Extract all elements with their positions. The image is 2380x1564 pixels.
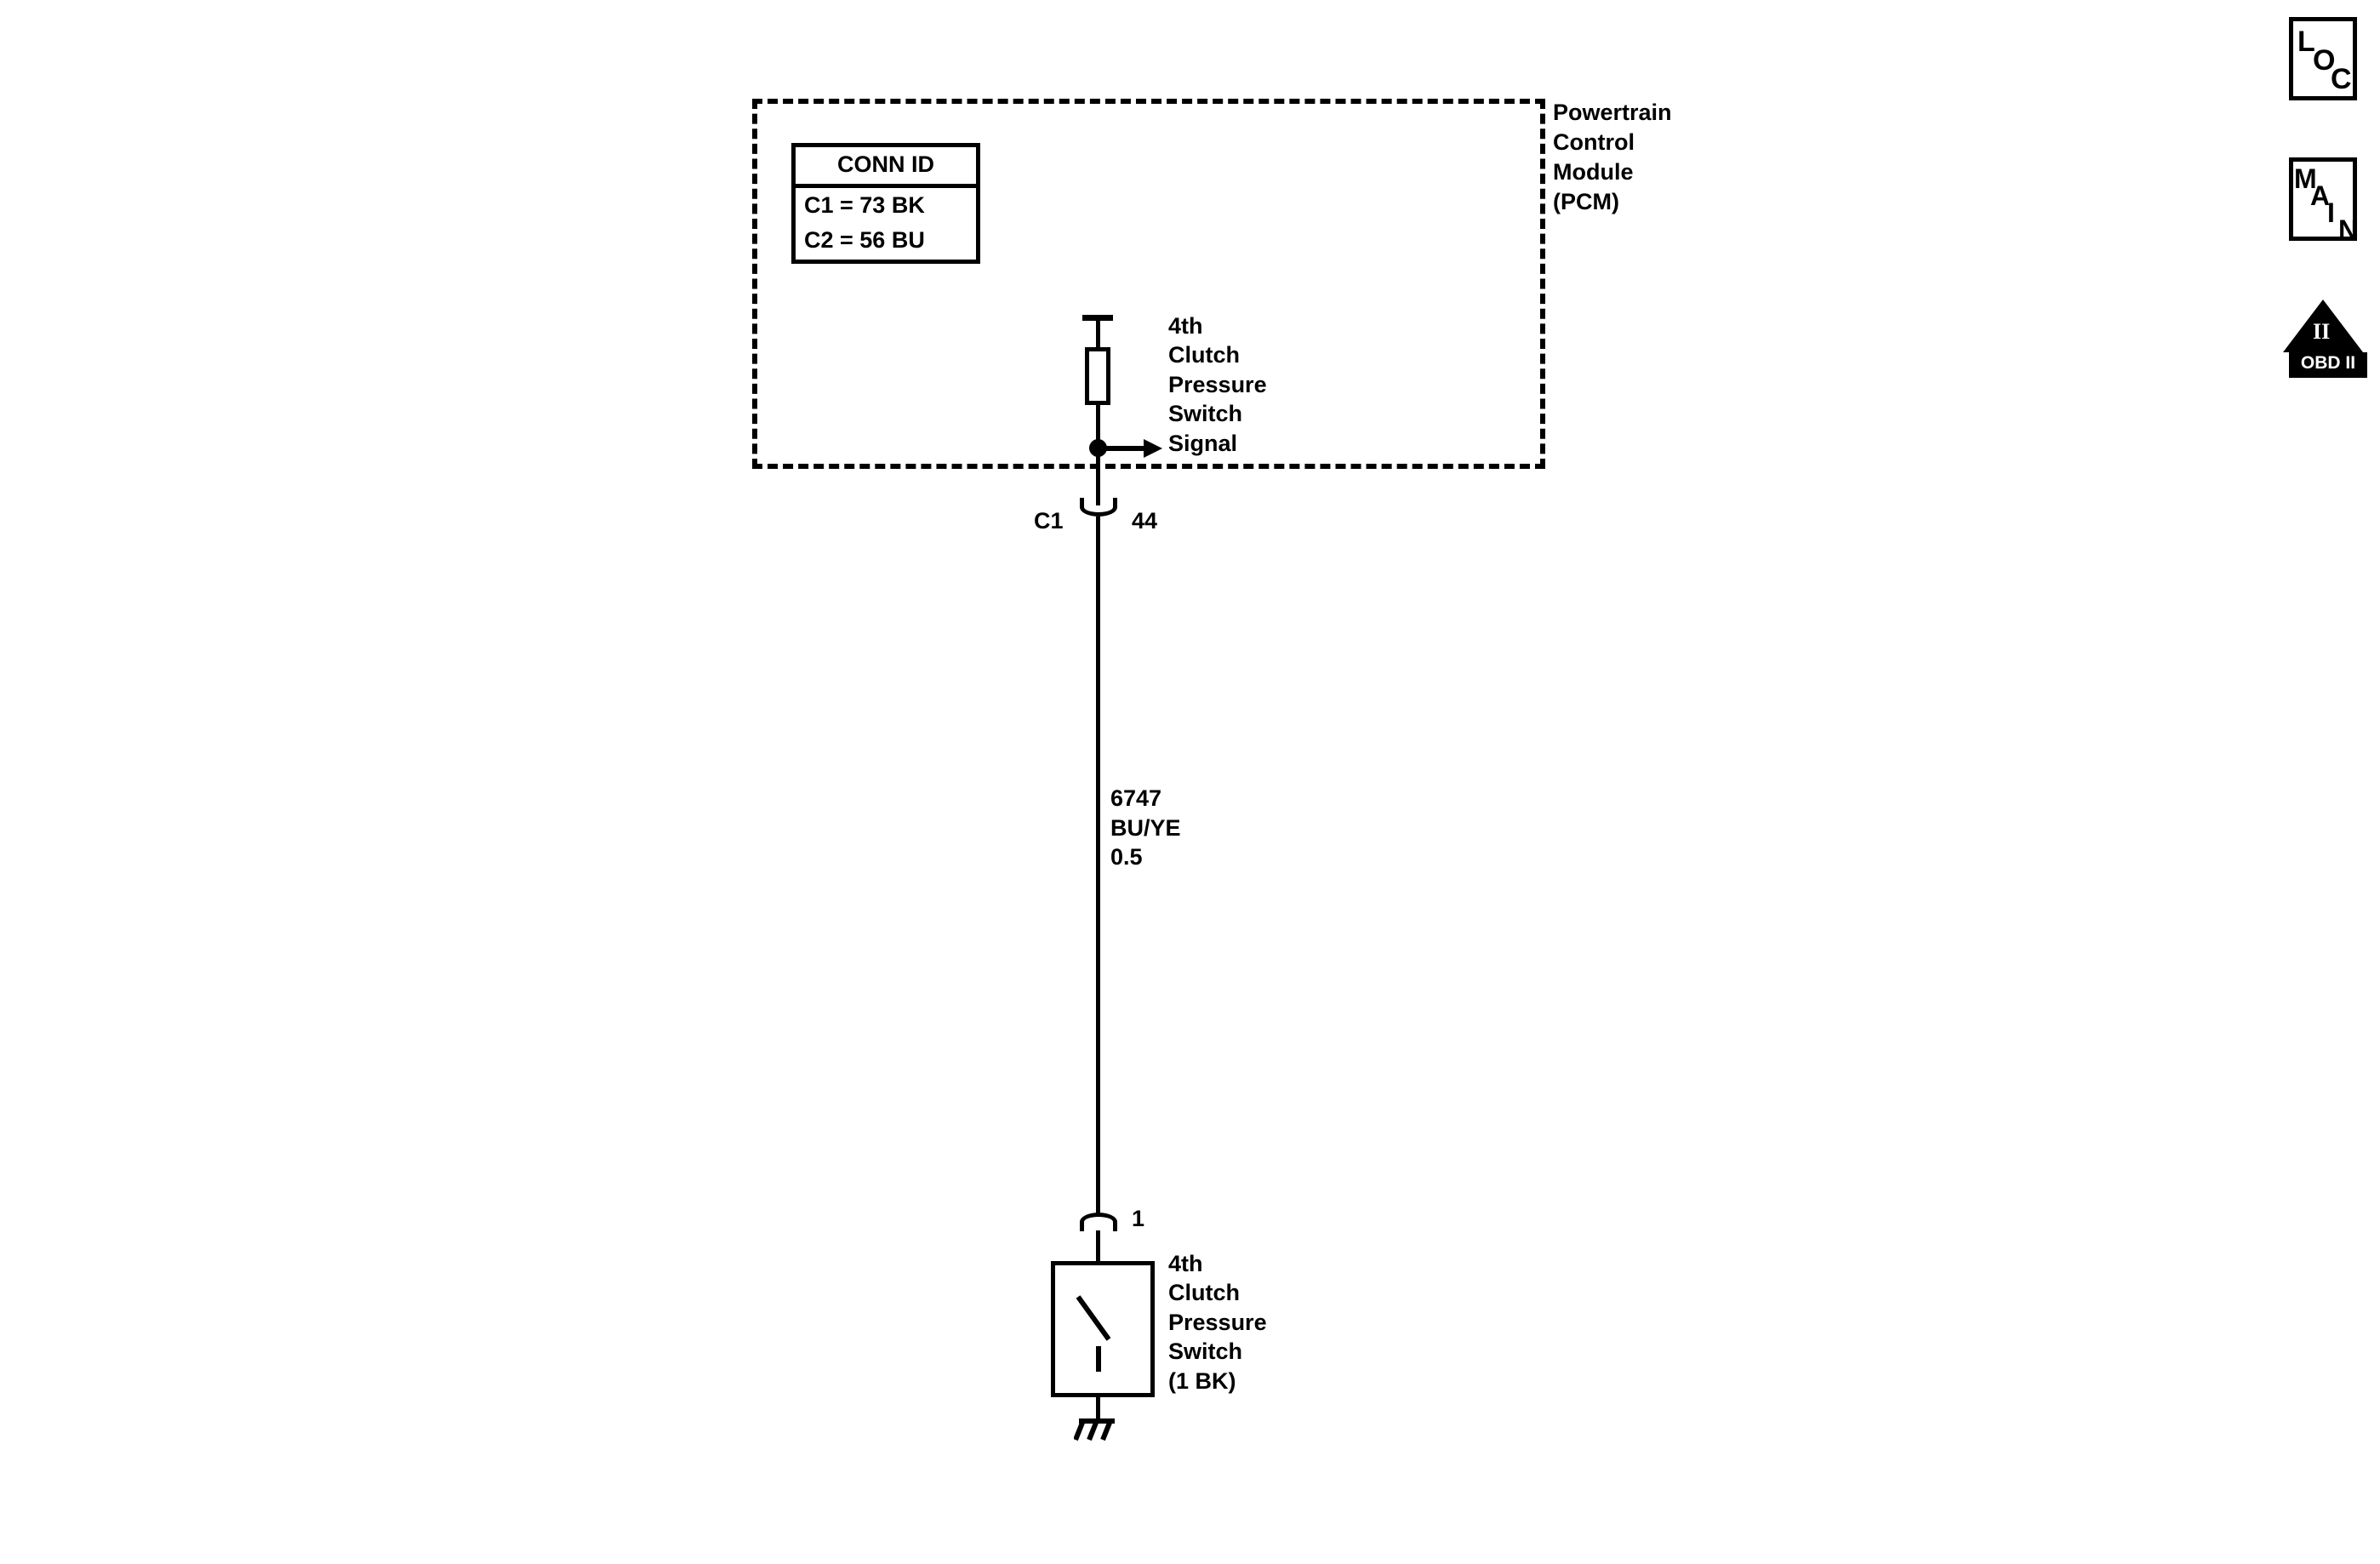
wire-gauge: 0.5: [1110, 844, 1143, 870]
connector-c1-arc: [1080, 498, 1117, 517]
switch-contact-icon: [1068, 1287, 1144, 1380]
ground-icon: [1074, 1416, 1125, 1445]
main-icon-letter-3: I: [2327, 197, 2335, 228]
obd-ii-roman: II: [2313, 319, 2331, 344]
connector-c1-pin-number: 44: [1132, 508, 1158, 534]
loc-icon-letter-3: C: [2331, 63, 2352, 95]
main-icon-letter-2: A: [2310, 180, 2331, 211]
wire-color-code: BU/YE: [1110, 815, 1181, 841]
wire-segment-node-to-connector: [1096, 446, 1100, 505]
wire-6747-run: [1096, 517, 1100, 1214]
pcm-label-line-3: Module: [1553, 159, 1634, 185]
signal-label-line-4: Switch: [1168, 401, 1243, 426]
signal-arrow-icon: [1096, 436, 1162, 461]
main-icon-letter-4: N: [2338, 214, 2359, 245]
pullup-lead-upper: [1096, 315, 1100, 347]
signal-label-line-2: Clutch: [1168, 342, 1240, 368]
switch-label-line-1: 4th: [1168, 1251, 1203, 1276]
signal-label-line-3: Pressure: [1168, 372, 1267, 397]
conn-id-row-c2-text: C2 = 56 BU: [804, 227, 925, 253]
conn-id-row-c1: [796, 188, 976, 223]
switch-label-line-4: Switch: [1168, 1339, 1243, 1364]
conn-id-row-c2: [796, 223, 976, 260]
conn-id-row-c1-text: C1 = 73 BK: [804, 192, 925, 218]
wire-circuit-number: 6747: [1110, 785, 1162, 811]
switch-label-line-5: (1 BK): [1168, 1368, 1236, 1394]
switch-label-line-2: Clutch: [1168, 1280, 1240, 1305]
conn-id-table: [791, 143, 980, 264]
pcm-label-line-2: Control: [1553, 129, 1635, 155]
pcm-label-line-4: (PCM): [1553, 189, 1619, 214]
connector-switch-pin-number: 1: [1132, 1206, 1145, 1231]
conn-id-header-text: CONN ID: [837, 151, 934, 177]
loc-icon-letter-1: L: [2297, 26, 2315, 58]
pcm-label-line-1: Powertrain: [1553, 100, 1672, 125]
conn-id-header: [796, 147, 976, 188]
connector-c1-label: C1: [1034, 508, 1064, 534]
main-icon-letter-1: M: [2294, 163, 2317, 194]
obd-ii-caption: OBD II: [2289, 352, 2367, 378]
signal-label-line-1: 4th: [1168, 313, 1203, 339]
switch-label-line-3: Pressure: [1168, 1310, 1267, 1335]
connector-switch-arc: [1080, 1213, 1117, 1231]
loc-icon-letter-2: O: [2313, 44, 2336, 77]
signal-label-line-5: Signal: [1168, 431, 1238, 456]
pullup-resistor: [1085, 347, 1110, 405]
